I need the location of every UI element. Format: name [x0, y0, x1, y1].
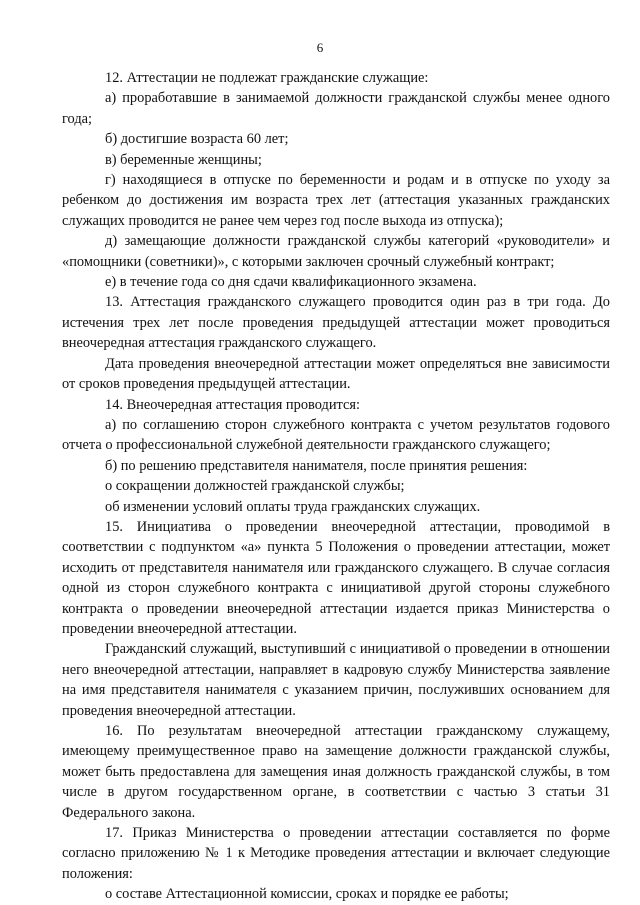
paragraph-12-e: е) в течение года со дня сдачи квалификационного экзамена.: [105, 274, 477, 291]
paragraph-14-a: а) по соглашению сторон служебного контракта с учетом результатов годового отчета о профессиональной служебной деятельности гражданского служащего;: [62, 416, 610, 454]
document-body: [62, 68, 610, 905]
paragraph-12: 12. Аттестации не подлежат гражданские служащие:: [105, 70, 429, 86]
paragraph-17: 17. Приказ Министерства о проведении аттестации составляется по форме согласно приложению № 1 к Методике проведения аттестации и включает следующие положения:: [62, 825, 610, 882]
paragraph-14-b-2: об изменении условий оплаты труда гражданских служащих.: [105, 498, 481, 515]
paragraph-16: 16. По результатам внеочередной аттестации гражданскому служащему, имеющему преимущественное право на замещение должности гражданской службы, может быть предоставлена для замещения иная должность гражданской службы, в том числе в другом государственном органе, в соответствии с частью 3 статьи 31 Федерального закона.: [62, 723, 610, 821]
paragraph-12-d: д) замещающие должности гражданской службы категорий «руководители» и «помощники (советники)», с которыми заключен срочный служебный контракт;: [62, 233, 610, 270]
page-number: 6: [316, 40, 324, 55]
paragraph-14-b-1: о сокращении должностей гражданской службы;: [105, 478, 405, 495]
paragraph-17-1: о составе Аттестационной комиссии, сроках и порядке ее работы;: [105, 886, 509, 903]
paragraph-12-v: в) беременные женщины;: [105, 151, 262, 168]
paragraph-14: 14. Внеочередная аттестация проводится:: [105, 396, 360, 413]
paragraph-13-date: Дата проведения внеочередной аттестации может определяться вне зависимости от сроков проведения предыдущей аттестации.: [62, 355, 610, 393]
paragraph-12-b: б) достигшие возраста 60 лет;: [105, 131, 289, 148]
paragraph-15-employee: Гражданский служащий, выступивший с инициативой о проведении в отношении него внеочередной аттестации, направляет в кадровую службу Министерства заявление на имя представителя нанимателя с указанием причин, послуживших основанием для проведения внеочередной аттестации.: [62, 641, 610, 719]
paragraph-13: 13. Аттестация гражданского служащего проводится один раз в три года. До истечения трех лет после проведения предыдущей аттестации может проводиться внеочередная аттестация гражданского служащего.: [62, 294, 610, 352]
paragraph-14-b: б) по решению представителя нанимателя, после принятия решения:: [105, 457, 528, 474]
paragraph-15: 15. Инициатива о проведении внеочередной аттестации, проводимой в соответствии с подпунктом «а» пункта 5 Положения о проведении аттестации, может исходить от представителя нанимателя или гражданского служащего. В случае согласия одной из сторон служебного контракта с инициативой другой стороны служебного контракта о проведении внеочередной аттестации издается приказ Министерства о проведении внеочередной аттестации.: [62, 518, 610, 637]
paragraph-12-a: а) проработавшие в занимаемой должности гражданской службы менее одного года;: [62, 90, 610, 127]
paragraph-12-g: г) находящиеся в отпуске по беременности и родам и в отпуске по уходу за ребенком до достижения им возраста трех лет (аттестация указанных гражданских служащих проводится не ранее чем через год после выхода из отпуска);: [62, 172, 610, 229]
